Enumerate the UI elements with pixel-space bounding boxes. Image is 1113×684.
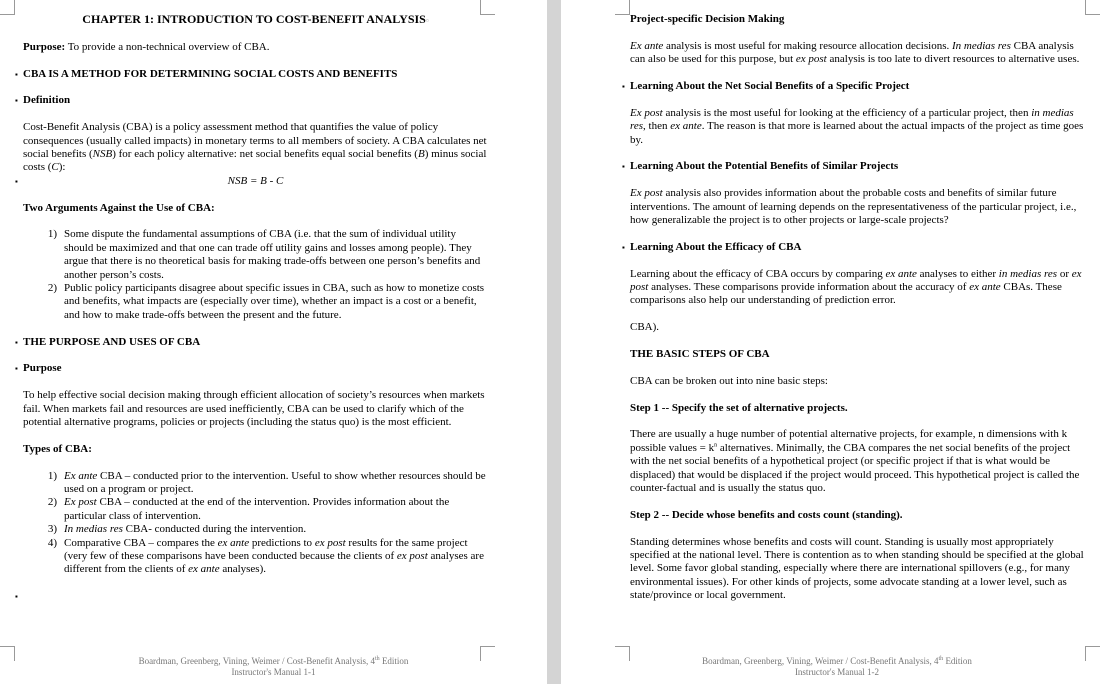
heading-purpose-uses: ▪ THE PURPOSE AND USES OF CBA	[23, 336, 488, 349]
heading-learning-similar: ▪ Learning About the Potential Benefits of Similar Projects	[630, 160, 1090, 173]
list-item: 3) In medias res CBA- conducted during the intervention.	[47, 523, 307, 536]
heading-purpose: ▪ Purpose	[23, 362, 488, 375]
step-1-paragraph: There are usually a huge number of potential alternative projects, for example, n dimensions with k possible values = $k^n$ alternatives. Minimally, the CBA compares the net social benefits of the project with the net social benefits of a hypothetical project (or specific project if that is what would be displaced) that would be displaced if the project would proceed. This hypothetical project is called the counter-factual and is usually the status quo.	[630, 428, 1080, 495]
purpose-line: Purpose: To provide a non-technical overview of CBA.	[23, 40, 270, 53]
project-paragraph: Ex ante analysis is most useful for making resource allocation decisions. In medias res CBA analysis can also be used for this purpose, but ex post analysis is too late to divert resources to alternative uses.	[630, 39, 1080, 66]
page-1-body	[23, 13, 488, 604]
heading-types: Types of CBA:	[23, 442, 92, 455]
list-item: 1) Some dispute the fundamental assumptions of CBA (i.e. that the sum of individual utility should be maximized and that one can trade off utility gains and losses among people). They argue that there is no theoretical basis for making trade-offs between one person’s benefits and another person’s costs.	[47, 228, 481, 281]
page-footer	[0, 656, 547, 678]
learning-net-paragraph: Ex post analysis is the most useful for looking at the efficiency of a particular project, then in medias res, then ex ante. The reason is that more is learned about the actual impacts of the project as time goes by.	[630, 106, 1084, 146]
page-2-body	[630, 13, 1090, 603]
heading-step-1: Step 1 -- Specify the set of alternative projects.	[630, 401, 848, 414]
list-item: 1) Ex ante CBA – conducted prior to the intervention. Useful to show whether resources should be used on a program or project.	[47, 469, 486, 496]
list-item: 2) Ex post CBA – conducted at the end of the intervention. Provides information about the particular class of intervention.	[47, 496, 450, 522]
list-item: 4) Comparative CBA – compares the ex ante predictions to ex post results for the same project (very few of these comparisons have been conducted because the clients of ex post analyses are different from the clients of ex ante analyses).	[47, 536, 484, 576]
learning-similar-paragraph: Ex post analysis also provides information about the probable costs and benefits of similar future interventions. The amount of learning depends on the representativeness of the particular project, i.e., how generalizable the project is to other projects or large-scale projects?	[630, 187, 1077, 227]
page-footer	[561, 656, 1113, 678]
heading-efficacy: ▪ Learning About the Efficacy of CBA	[630, 241, 1090, 254]
heading-definition: ▪ Definition	[23, 94, 488, 107]
cba-fragment: CBA).	[630, 321, 660, 334]
footer-page-number: Instructor's Manual 1-2	[794, 667, 880, 677]
heading-step-2: Step 2 -- Decide whose benefits and costs count (standing).	[630, 508, 903, 521]
crop-mark	[0, 0, 15, 15]
footer-page-number: Instructor's Manual 1-1	[231, 667, 316, 677]
heading-cba-method: ▪ CBA IS A METHOD FOR DETERMINING SOCIAL COSTS AND BENEFITS	[23, 68, 488, 81]
chapter-title: CHAPTER 1: INTRODUCTION TO COST-BENEFIT ANALYSIS▫	[82, 12, 429, 26]
page-gutter	[547, 0, 561, 684]
empty-bullet	[23, 590, 488, 603]
footer-citation: Boardman, Greenberg, Vining, Weimer / Cost-Benefit Analysis, 4th Edition	[138, 656, 409, 666]
purpose-paragraph: To help effective social decision making through efficient allocation of society’s resources when markets fail. When markets fail and resources are used inefficiently, CBA can be used to clarify which of the potential alternative programs, policies or projects (including the status quo) is the most efficient.	[23, 389, 485, 429]
efficacy-paragraph: Learning about the efficacy of CBA occurs by comparing ex ante analyses to either in medias res or ex post analyses. These comparisons provide information about the accuracy of ex ante CBAs. These comparisons also help our understanding of prediction error.	[630, 267, 1082, 307]
footer-citation: Boardman, Greenberg, Vining, Weimer / Cost-Benefit Analysis, 4th Edition	[702, 656, 972, 666]
formula: ▪ NSB = B - C	[23, 175, 488, 188]
nine-steps-line: CBA can be broken out into nine basic steps:	[630, 374, 828, 387]
definition-paragraph: Cost-Benefit Analysis (CBA) is a policy assessment method that quantifies the value of policy consequences (usually called impacts) in monetary terms to all members of society. A CBA calculates net social benefits (NSB) for each policy alternative: net social benefits equal social benefits (B) minus social costs (C):	[23, 121, 487, 174]
heading-basic-steps: THE BASIC STEPS OF CBA	[630, 348, 770, 361]
list-item: 2) Public policy participants disagree about specific issues in CBA, such as how to monetize costs and benefits, what impacts are (especially over time), whether an impact is a cost or a benefit, and how to make trade-offs between the present and the future.	[47, 282, 485, 321]
crop-mark	[615, 0, 630, 15]
document-page-2	[561, 0, 1113, 684]
heading-learning-net: ▪ Learning About the Net Social Benefits of a Specific Project	[630, 80, 1090, 93]
heading-project-specific: Project-specific Decision Making	[630, 13, 785, 25]
heading-arguments: Two Arguments Against the Use of CBA:	[23, 201, 215, 214]
document-page-1	[0, 0, 547, 684]
step-2-paragraph: Standing determines whose benefits and costs will count. Standing is usually most appropriately specified at the national level. There is contention as to when standing should be specified at the global level. Some favor global standing, especially where there are international spillovers (e.g., for many environmental issues). For other kinds of projects, some advocate standing at a lower level, such as state/province or local government.	[630, 535, 1084, 602]
